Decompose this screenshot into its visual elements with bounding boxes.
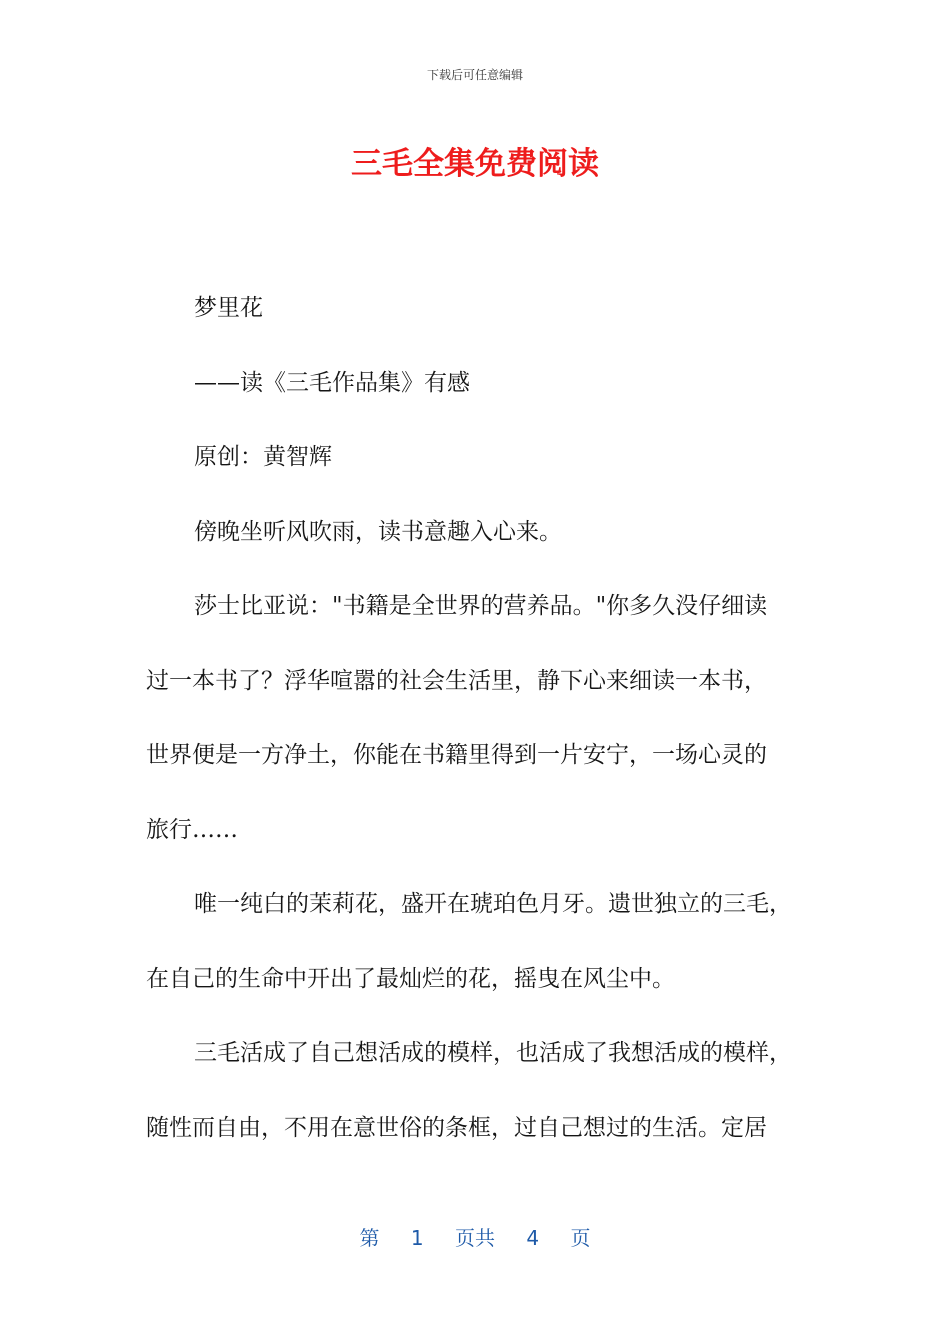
- current-page-number: 1: [410, 1226, 424, 1250]
- paragraph-line: 唯一纯白的茉莉花，盛开在琥珀色月牙。遗世独立的三毛，: [194, 891, 792, 917]
- total-pages-number: 4: [526, 1226, 540, 1250]
- paragraph-line: 莎士比亚说："书籍是全世界的营养品。"你多久没仔细读: [194, 593, 768, 619]
- paragraph-line: 旅行……: [146, 816, 238, 843]
- paragraph-line: 傍晚坐听风吹雨，读书意趣入心来。: [194, 518, 562, 545]
- page-footer: [0, 1224, 950, 1252]
- paragraph-line: 过一本书了？浮华喧嚣的社会生活里，静下心来细读一本书，: [146, 667, 767, 694]
- author-line: 原创：黄智辉: [194, 444, 332, 470]
- paragraph-line: 世界便是一方净土，你能在书籍里得到一片安宁，一场心灵的: [146, 742, 767, 768]
- page-label-suffix: 页: [570, 1226, 591, 1250]
- paragraph-line: 在自己的生命中开出了最灿烂的花，摇曳在风尘中。: [146, 965, 675, 992]
- page-label-mid: 页共: [455, 1226, 495, 1250]
- article-title-line: 梦里花: [194, 295, 263, 321]
- paragraph-line: 随性而自由，不用在意世俗的条框，过自己想过的生活。定居: [146, 1114, 767, 1141]
- page-header-note: 下载后可任意编辑: [426, 68, 523, 82]
- document-body: [146, 271, 810, 1165]
- paragraph-line: 三毛活成了自己想活成的模样，也活成了我想活成的模样，: [194, 1040, 792, 1066]
- page-label-prefix: 第: [359, 1226, 380, 1250]
- document-title: 三毛全集免费阅读: [351, 146, 599, 182]
- article-subtitle-line: ——读《三毛作品集》有感: [194, 369, 470, 396]
